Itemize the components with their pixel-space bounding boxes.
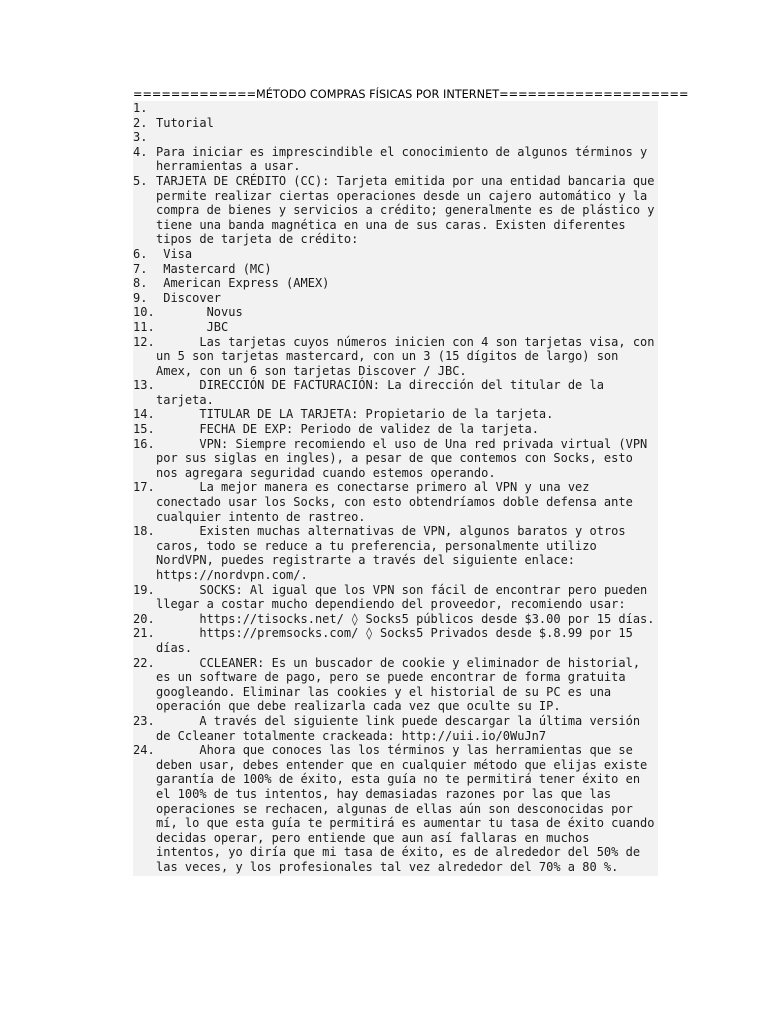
line-text: Las tarjetas cuyos números inicien con 4 son tarjetas visa, con un 5 son tarjetas mastercard, con un 3 (15 dígitos de largo) son Amex, con un 6 son tarjetas Discover / JBC. [156, 334, 662, 378]
line-text: Ahora que conoces las los términos y las herramientas que se deben usar, debes entender que en cualquier método que elijas existe garantía de 100% de éxito, esta guía no te permitirá tener éxito en el 100% de tus intentos, hay demasiadas razones por las que las operaciones se rechacen, algunas de ellas aún son desconocidas por mí, lo que esta guía te permitirá es aumentar tu tasa de éxito cuando decidas operar, pero entiende que aun así fallaras en muchos intentos, yo diría que mi tasa de éxito, es de alrededor del 50% de las veces, y los profesionales tal vez alrededor del 70% a 80 %. [156, 743, 662, 874]
line-number: 22. [133, 655, 155, 670]
line-number: 21. [133, 626, 155, 641]
line-number: 9. [133, 290, 148, 305]
code-line [133, 524, 658, 582]
code-line [133, 305, 658, 320]
line-text: Novus [156, 305, 243, 320]
line-text: TITULAR DE LA TARJETA: Propietario de la tarjeta. [156, 407, 554, 422]
line-number: 24. [133, 743, 155, 758]
line-number: 1. [133, 101, 148, 115]
line-text: Visa [156, 246, 193, 261]
line-text: SOCKS: Al igual que los VPN son fácil de encontrar pero pueden llegar a costar mucho dependiendo del proveedor, recomiendo usar: [156, 582, 655, 612]
code-line [133, 714, 658, 743]
code-line [133, 334, 662, 379]
line-text: https://premsocks.com/ ◊ Socks5 Privados desde $.8.99 por 15 días. [156, 626, 641, 655]
line-text: https://tisocks.net/ ◊ Socks5 públicos desde $3.00 por 15 días. [156, 611, 655, 626]
line-number: 16. [133, 436, 155, 451]
line-number: 7. [133, 261, 148, 276]
code-line [133, 612, 658, 627]
line-text: American Express (AMEX) [156, 276, 330, 291]
code-line [133, 116, 658, 131]
line-text: FECHA DE EXP: Periodo de validez de la tarjeta. [156, 422, 539, 437]
code-line [133, 437, 658, 481]
line-text: VPN: Siempre recomiendo el uso de Una red privada virtual (VPN por sus siglas en ingles), a pesar de que contemos con Socks, esto nos agregara seguridad cuando estemos operando. [156, 436, 655, 480]
line-text: Existen muchas alternativas de VPN, algunos baratos y otros caros, todo se reduce a tu preferencia, personalmente utilizo NordVPN, puedes registrarte a través del siguiente enlace: https://nordvpn.com/. [156, 524, 633, 582]
line-text: CCLEANER: Es un buscador de cookie y eliminador de historial, es un software de pago, pero se puede encontrar de forma gratuita googleando. Eliminar las cookies y el historial de su PC es una operación que debe realizarla cada vez que oculte su IP. [156, 655, 648, 714]
line-number: 3. [133, 130, 148, 145]
code-line [133, 743, 662, 874]
line-text: DIRECCIÓN DE FACTURACIÓN: La dirección del titular de la tarjeta. [156, 378, 612, 407]
line-number: 17. [133, 480, 155, 495]
code-line [133, 422, 658, 437]
code-line [133, 101, 658, 116]
line-text: JBC [156, 319, 229, 334]
line-number: 20. [133, 611, 155, 626]
code-line [133, 276, 658, 291]
code-line [133, 583, 658, 612]
code-line [133, 145, 658, 174]
document-title: =============MÉTODO COMPRAS FÍSICAS POR INTERNET==================== [133, 88, 689, 101]
code-line [133, 130, 658, 145]
line-number: 5. [133, 173, 148, 188]
line-number: 18. [133, 524, 155, 539]
code-line [133, 407, 658, 422]
line-text: Mastercard (MC) [156, 261, 272, 276]
line-number: 13. [133, 378, 155, 393]
line-number: 10. [133, 305, 155, 320]
code-line [133, 291, 658, 306]
code-line [133, 262, 658, 277]
code-line [133, 480, 658, 524]
line-text: Tutorial [156, 115, 214, 130]
line-number: 23. [133, 713, 155, 728]
line-number: 6. [133, 246, 148, 261]
code-line [133, 626, 658, 655]
line-number: 15. [133, 422, 155, 437]
code-line [133, 656, 658, 714]
line-text: Discover [156, 290, 222, 305]
code-line [133, 378, 658, 407]
line-number: 11. [133, 319, 155, 334]
line-text [156, 130, 658, 145]
line-text: Para iniciar es imprescindible el conocimiento de algunos términos y herramientas a usar. [156, 144, 655, 174]
code-line [133, 320, 658, 335]
line-number: 19. [133, 582, 155, 597]
line-text [156, 101, 658, 116]
code-line [133, 173, 662, 247]
line-number: 12. [133, 334, 155, 349]
line-number: 8. [133, 276, 148, 291]
line-text: TARJETA DE CRÉDITO (CC): Tarjeta emitida por una entidad bancaria que permite realizar ciertas operaciones desde un cajero automático y la compra de bienes y servicios a crédito; generalmente es de plástico y tiene una banda magnética en una de sus caras. Existen diferentes tipos de tarjeta de crédito: [156, 173, 662, 247]
code-line [133, 247, 658, 262]
line-number: 4. [133, 144, 148, 159]
line-text: A través del siguiente link puede descargar la última versión de Ccleaner totalmente crackeada: http://uii.io/0WuJn7 [156, 713, 648, 743]
line-number: 2. [133, 115, 148, 130]
line-number: 14. [133, 407, 155, 422]
line-text: La mejor manera es conectarse primero al VPN y una vez conectado usar los Socks, con esto obtendríamos doble defensa ante cualquier intento de rastreo. [156, 480, 641, 524]
code-listing [133, 101, 662, 876]
